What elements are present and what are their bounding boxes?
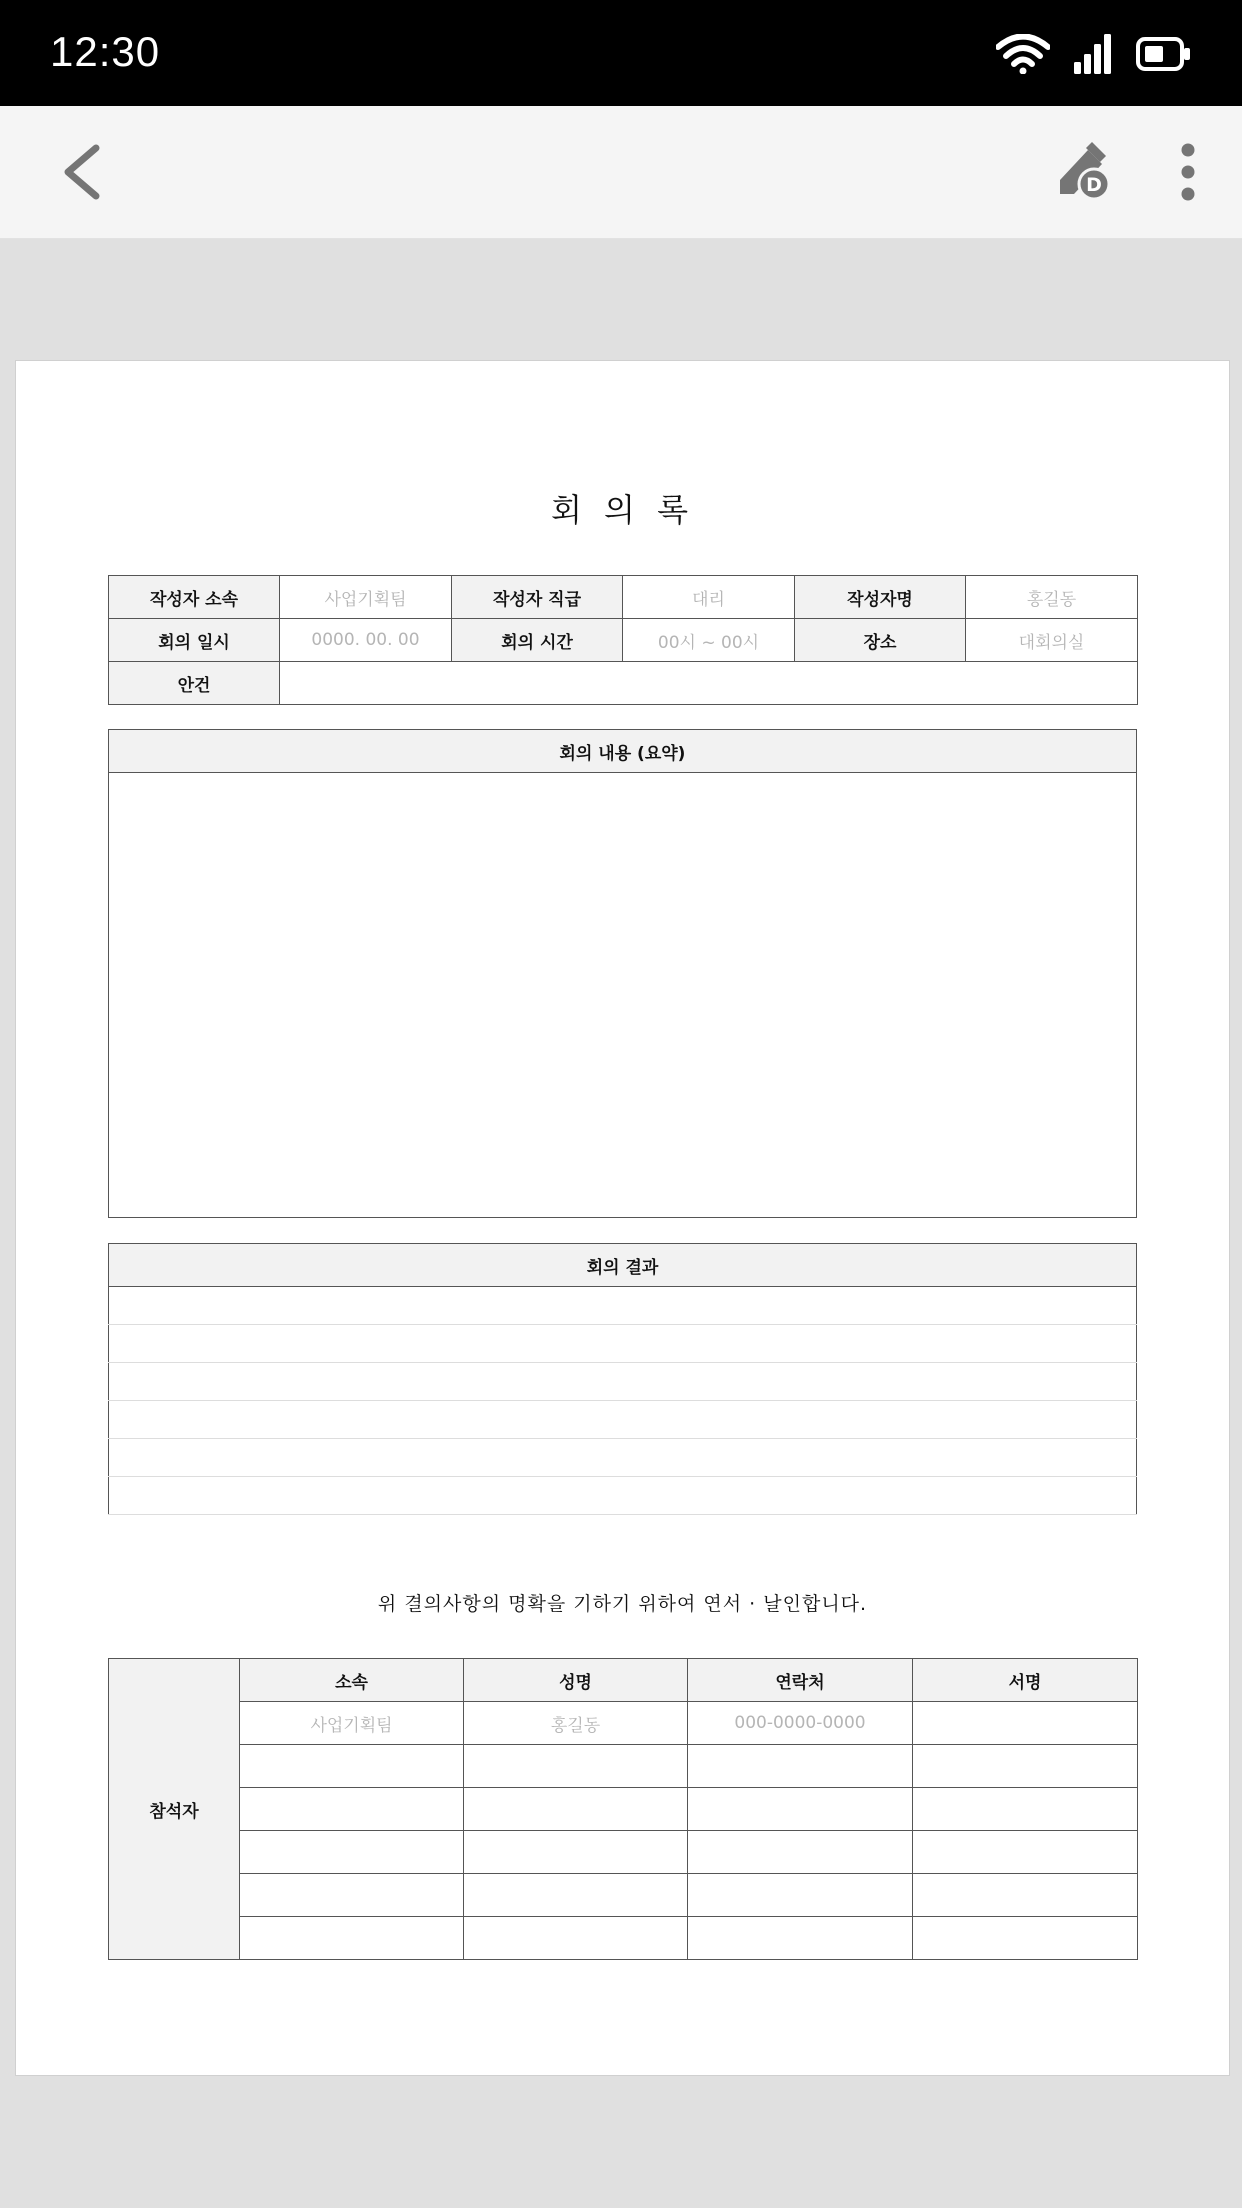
result-header: 회의 결과 bbox=[109, 1244, 1137, 1287]
svg-text:D: D bbox=[1086, 174, 1102, 196]
meeting-place-value[interactable]: 대회의실 bbox=[966, 619, 1138, 662]
attendees-col-dept: 소속 bbox=[240, 1659, 464, 1702]
attendee-contact-cell[interactable] bbox=[688, 1917, 913, 1960]
agenda-label: 안건 bbox=[109, 662, 280, 705]
status-bar bbox=[0, 0, 1242, 106]
author-rank-value[interactable]: 대리 bbox=[623, 576, 795, 619]
attendees-label: 참석자 bbox=[109, 1659, 240, 1960]
meeting-result-table bbox=[108, 1243, 1137, 1515]
meeting-info-table bbox=[108, 575, 1138, 705]
meeting-date-value[interactable]: 0000. 00. 00 bbox=[280, 619, 452, 662]
meeting-time-value[interactable]: 00시 ~ 00시 bbox=[623, 619, 795, 662]
result-line[interactable] bbox=[109, 1287, 1137, 1325]
more-vertical-icon[interactable] bbox=[1168, 140, 1208, 204]
attendee-dept-cell[interactable] bbox=[240, 1917, 464, 1960]
author-dept-value[interactable]: 사업기획팀 bbox=[280, 576, 452, 619]
author-rank-label: 작성자 직급 bbox=[452, 576, 623, 619]
content-header: 회의 내용 (요약) bbox=[109, 730, 1137, 773]
attendee-signature-cell[interactable] bbox=[913, 1874, 1138, 1917]
attendee-dept-cell[interactable] bbox=[240, 1874, 464, 1917]
attendee-contact-cell[interactable] bbox=[688, 1831, 913, 1874]
signature-statement: 위 결의사항의 명확을 기하기 위하여 연서 · 날인합니다. bbox=[377, 1593, 868, 1615]
attendee-contact-cell[interactable] bbox=[688, 1745, 913, 1788]
attendee-dept-cell[interactable] bbox=[240, 1788, 464, 1831]
author-name-label: 작성자명 bbox=[795, 576, 966, 619]
result-line[interactable] bbox=[109, 1439, 1137, 1477]
attendees-table bbox=[108, 1658, 1138, 1960]
document-title: 회 의 록 bbox=[550, 491, 695, 529]
attendee-signature-cell[interactable] bbox=[913, 1745, 1138, 1788]
document-page bbox=[15, 360, 1230, 2076]
attendee-name-cell[interactable]: 홍길동 bbox=[464, 1702, 688, 1745]
attendee-contact-cell[interactable] bbox=[688, 1788, 913, 1831]
meeting-place-label: 장소 bbox=[795, 619, 966, 662]
attendee-dept-cell[interactable] bbox=[240, 1831, 464, 1874]
attendee-contact-cell[interactable] bbox=[688, 1874, 913, 1917]
status-time: 12:30 bbox=[50, 28, 161, 75]
wifi-icon bbox=[996, 34, 1050, 74]
result-line[interactable] bbox=[109, 1363, 1137, 1401]
author-dept-label: 작성자 소속 bbox=[109, 576, 280, 619]
attendee-name-cell[interactable] bbox=[464, 1917, 688, 1960]
battery-icon bbox=[1136, 36, 1192, 72]
back-arrow-icon[interactable] bbox=[56, 140, 116, 204]
meeting-date-label: 회의 일시 bbox=[109, 619, 280, 662]
attendee-name-cell[interactable] bbox=[464, 1831, 688, 1874]
attendee-name-cell[interactable] bbox=[464, 1788, 688, 1831]
edit-pen-icon[interactable] bbox=[1052, 140, 1112, 204]
attendees-col-contact: 연락처 bbox=[688, 1659, 913, 1702]
attendee-signature-cell[interactable] bbox=[913, 1917, 1138, 1960]
result-line[interactable] bbox=[109, 1477, 1137, 1515]
result-line[interactable] bbox=[109, 1401, 1137, 1439]
attendee-signature-cell[interactable] bbox=[913, 1788, 1138, 1831]
result-line[interactable] bbox=[109, 1325, 1137, 1363]
meeting-content-table bbox=[108, 729, 1137, 1218]
signal-icon bbox=[1074, 34, 1112, 74]
attendee-dept-cell[interactable] bbox=[240, 1745, 464, 1788]
attendee-contact-cell[interactable]: 000-0000-0000 bbox=[688, 1702, 913, 1745]
app-toolbar bbox=[0, 106, 1242, 239]
attendee-name-cell[interactable] bbox=[464, 1745, 688, 1788]
agenda-value[interactable] bbox=[280, 662, 1138, 705]
attendees-col-name: 성명 bbox=[464, 1659, 688, 1702]
author-name-value[interactable]: 홍길동 bbox=[966, 576, 1138, 619]
attendee-dept-cell[interactable]: 사업기획팀 bbox=[240, 1702, 464, 1745]
attendee-signature-cell[interactable] bbox=[913, 1831, 1138, 1874]
attendees-col-signature: 서명 bbox=[913, 1659, 1138, 1702]
attendee-signature-cell[interactable] bbox=[913, 1702, 1138, 1745]
meeting-time-label: 회의 시간 bbox=[452, 619, 623, 662]
attendee-name-cell[interactable] bbox=[464, 1874, 688, 1917]
content-body[interactable] bbox=[109, 773, 1137, 1218]
